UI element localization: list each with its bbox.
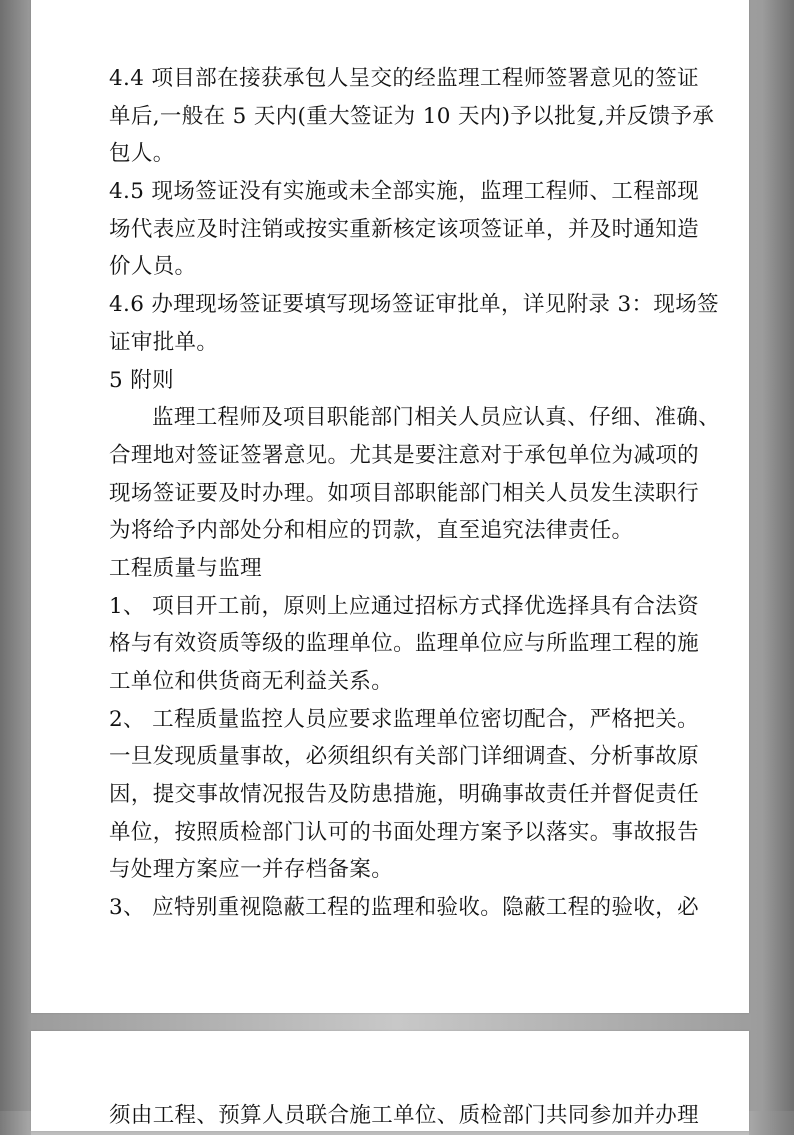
list-item-text-line: 3、 应特别重视隐蔽工程的监理和验收。隐蔽工程的验收，必 xyxy=(109,895,699,921)
document-page-1 xyxy=(31,0,749,1013)
text-line: 单后,一般在 5 天内(重大签证为 10 天内)予以批复,并反馈予承 xyxy=(109,103,715,129)
text-line: 包人。 xyxy=(109,141,175,167)
text-line: 现场签证要及时办理。如项目部职能部门相关人员发生渎职行 xyxy=(109,480,699,506)
text-line: 须由工程、预算人员联合施工单位、质检部门共同参加并办理 xyxy=(109,1103,699,1128)
text-line: 单位，按照质检部门认可的书面处理方案予以落实。事故报告 xyxy=(109,819,699,845)
page-2-text-body xyxy=(109,1097,699,1135)
text-line: 一旦发现质量事故，必须组织有关部门详细调查、分析事故原 xyxy=(109,744,699,770)
section-heading: 5 附则 xyxy=(109,367,174,393)
list-item-text-line: 1、 项目开工前，原则上应通过招标方式择优选择具有合法资 xyxy=(109,593,699,619)
section-heading: 工程质量与监理 xyxy=(109,555,262,581)
document-page-2 xyxy=(31,1031,749,1131)
text-line: 场代表应及时注销或按实重新核定该项签证单，并及时通知造 xyxy=(109,216,699,242)
text-line: 合理地对签证签署意见。尤其是要注意对于承包单位为减项的 xyxy=(109,442,699,468)
text-line: 格与有效资质等级的监理单位。监理单位应与所监理工程的施 xyxy=(109,631,699,657)
text-line: 4.6 办理现场签证要填写现场签证审批单，详见附录 3：现场签 xyxy=(109,292,719,318)
text-line: 监理工程师及项目职能部门相关人员应认真、仔细、准确、 xyxy=(152,405,721,431)
text-line: 4.4 项目部在接获承包人呈交的经监理工程师签署意见的签证 xyxy=(109,66,699,91)
page-1-text-body xyxy=(109,60,721,927)
text-line: 与处理方案应一并存档备案。 xyxy=(109,857,394,883)
text-line: 证审批单。 xyxy=(109,329,219,355)
list-item-text-line: 2、 工程质量监控人员应要求监理单位密切配合，严格把关。 xyxy=(109,706,699,732)
text-line: 价人员。 xyxy=(109,254,197,280)
text-line: 为将给予内部处分和相应的罚款，直至追究法律责任。 xyxy=(109,518,634,544)
text-line: 4.5 现场签证没有实施或未全部实施，监理工程师、工程部现 xyxy=(109,179,699,205)
text-line: 因，提交事故情况报告及防患措施，明确事故责任并督促责任 xyxy=(109,782,699,808)
text-line: 工单位和供货商无利益关系。 xyxy=(109,669,394,694)
